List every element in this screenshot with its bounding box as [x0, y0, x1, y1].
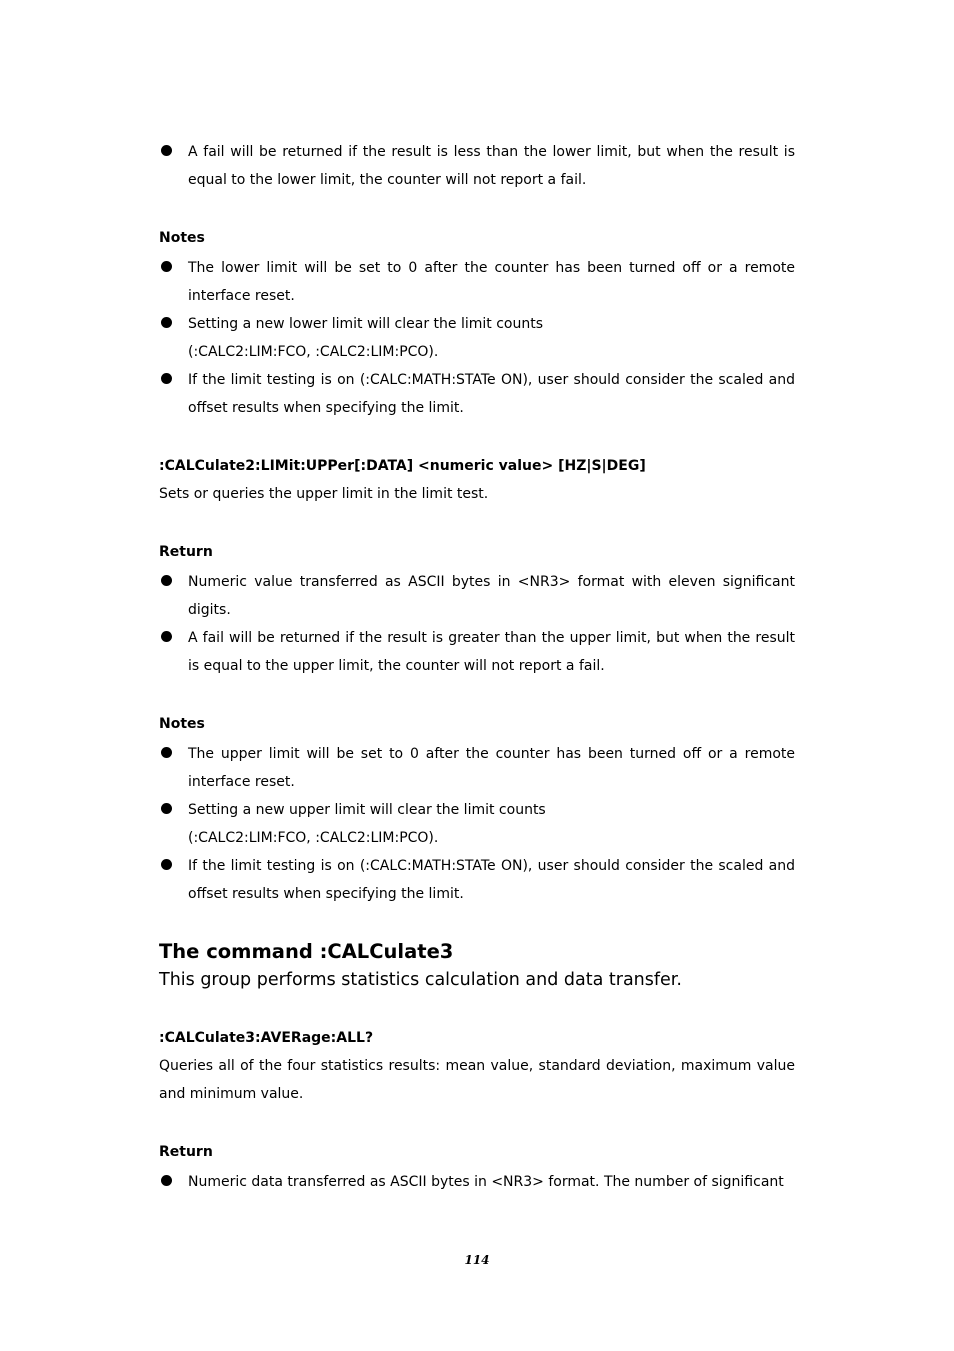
bullet-icon: [161, 859, 172, 870]
bullet-icon: [161, 747, 172, 758]
bullet-list-lower-notes: [159, 254, 795, 422]
section-description: This group performs statistics calculation and data transfer.: [159, 970, 682, 990]
list-item: [159, 796, 795, 852]
document-page: [159, 138, 795, 1196]
list-item: [159, 366, 795, 422]
list-item-text: The upper limit will be set to 0 after the counter has been turned off or a remote interface reset.: [188, 746, 795, 790]
bullet-icon: [161, 317, 172, 328]
page-number: 114: [464, 1253, 490, 1267]
command-heading-average: :CALCulate3:AVERage:ALL?: [159, 1030, 374, 1046]
bullet-list-average-return: [159, 1168, 795, 1196]
bullet-icon: [161, 631, 172, 642]
list-item: [159, 740, 795, 796]
list-item-text: Numeric value transferred as ASCII bytes in <NR3> format with eleven significant digits.: [188, 574, 795, 618]
bullet-list-upper-notes: [159, 740, 795, 908]
return-heading: Return: [159, 544, 213, 560]
list-item-text: If the limit testing is on (:CALC:MATH:STATe ON), user should consider the scaled and offset results when specifying the limit.: [188, 372, 795, 416]
list-item: [159, 1168, 795, 1196]
return-heading: Return: [159, 1144, 213, 1160]
command-description: Sets or queries the upper limit in the limit test.: [159, 486, 489, 502]
list-item-text: (:CALC2:LIM:FCO, :CALC2:LIM:PCO).: [188, 344, 439, 360]
bullet-icon: [161, 373, 172, 384]
bullet-icon: [161, 803, 172, 814]
list-item-text: Numeric data transferred as ASCII bytes in <NR3> format. The number of significant: [188, 1174, 784, 1190]
list-item: [159, 624, 795, 680]
bullet-icon: [161, 1175, 172, 1186]
bullet-icon: [161, 261, 172, 272]
list-item-text: Setting a new lower limit will clear the limit counts: [188, 316, 543, 332]
notes-heading: Notes: [159, 716, 205, 732]
list-item-text: Setting a new upper limit will clear the limit counts: [188, 802, 546, 818]
section-title: The command :CALCulate3: [159, 940, 454, 963]
list-item: [159, 310, 795, 366]
command-description: Queries all of the four statistics results: mean value, standard deviation, maximum value and minimum value.: [159, 1058, 795, 1102]
list-item-text: A fail will be returned if the result is greater than the upper limit, but when the result is equal to the upper limit, the counter will not report a fail.: [188, 630, 795, 674]
command-heading-upper: :CALCulate2:LIMit:UPPer[:DATA] <numeric value> [HZ|S|DEG]: [159, 458, 646, 474]
list-item: [159, 254, 795, 310]
list-item: [159, 568, 795, 624]
notes-heading: Notes: [159, 230, 205, 246]
list-item: [159, 852, 795, 908]
bullet-icon: [161, 145, 172, 156]
bullet-icon: [161, 575, 172, 586]
bullet-list-upper-return: [159, 568, 795, 680]
list-item-text: A fail will be returned if the result is less than the lower limit, but when the result is equal to the lower limit, the counter will not report a fail.: [188, 144, 795, 188]
list-item-text: (:CALC2:LIM:FCO, :CALC2:LIM:PCO).: [188, 830, 439, 846]
list-item: [159, 138, 795, 194]
bullet-list-lower-return: [159, 138, 795, 194]
list-item-text: If the limit testing is on (:CALC:MATH:STATe ON), user should consider the scaled and offset results when specifying the limit.: [188, 858, 795, 902]
list-item-text: The lower limit will be set to 0 after the counter has been turned off or a remote interface reset.: [188, 260, 795, 304]
